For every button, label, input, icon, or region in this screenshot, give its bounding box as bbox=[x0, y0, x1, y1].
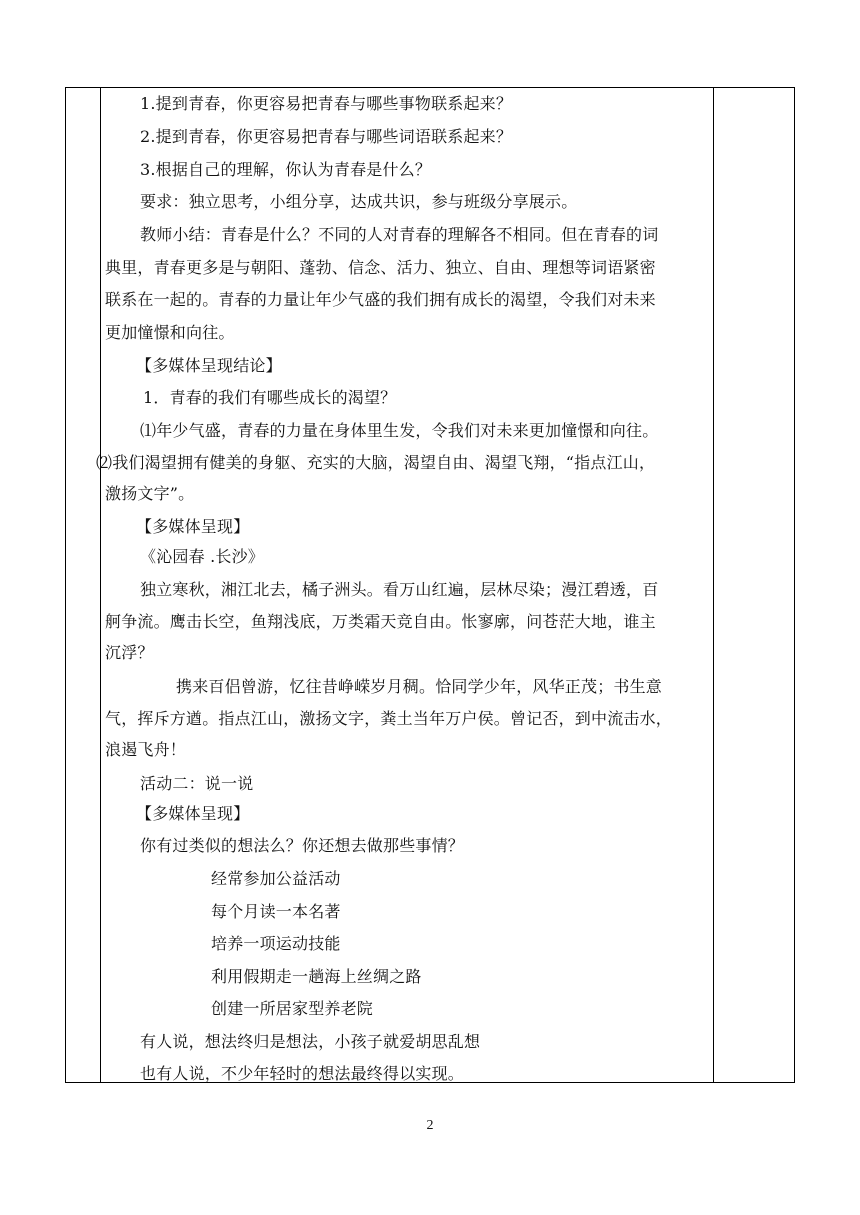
conclusion-point-2: ⑵我们渴望拥有健美的身躯、充实的大脑，渴望自由、渴望飞翔，“指点江山， bbox=[96, 453, 656, 472]
question-2: 2.提到青春，你更容易把青春与哪些词语联系起来？ bbox=[140, 127, 513, 146]
multimedia-conclusion-heading: 【多媒体呈现结论】 bbox=[136, 356, 282, 375]
poem-line-4: 携来百侣曾游，忆往昔峥嵘岁月稠。恰同学少年，风华正茂；书生意 bbox=[176, 677, 663, 696]
poem-line-2: 舸争流。鹰击长空，鱼翔浅底，万类霜天竞自由。怅寥廓，问苍茫大地，谁主 bbox=[105, 612, 656, 631]
conclusion-question: 1．青春的我们有哪些成长的渴望？ bbox=[143, 388, 397, 407]
poem-title: 《沁园春 .长沙》 bbox=[140, 547, 264, 566]
teacher-summary-line-2: 典里，青春更多是与朝阳、蓬勃、信念、活力、独立、自由、理想等词语紧密 bbox=[105, 258, 656, 277]
conclusion-point-1: ⑴年少气盛，青春的力量在身体里生发，令我们对未来更加憧憬和向往。 bbox=[140, 421, 659, 440]
teacher-summary-line-4: 更加憧憬和向往。 bbox=[105, 323, 235, 342]
poem-line-6: 浪遏飞舟！ bbox=[105, 740, 187, 759]
teacher-summary-line-1: 教师小结：青春是什么？不同的人对青春的理解各不相同。但在青春的词 bbox=[140, 225, 659, 244]
idea-item-2: 每个月读一本名著 bbox=[211, 902, 341, 921]
conclusion-point-2-cont: 激扬文字”。 bbox=[105, 484, 195, 503]
multimedia-heading-2: 【多媒体呈现】 bbox=[136, 804, 250, 823]
opinion-2: 也有人说，不少年轻时的想法最终得以实现。 bbox=[140, 1064, 465, 1083]
opinion-1: 有人说，想法终归是想法，小孩子就爱胡思乱想 bbox=[140, 1032, 481, 1051]
poem-line-5: 气，挥斥方遒。指点江山，激扬文字，粪土当年万户侯。曾记否，到中流击水， bbox=[105, 709, 673, 728]
idea-item-5: 创建一所居家型养老院 bbox=[211, 999, 374, 1018]
idea-item-4: 利用假期走一趟海上丝绸之路 bbox=[211, 967, 422, 986]
column-divider-1 bbox=[100, 88, 101, 1082]
column-divider-2 bbox=[713, 88, 714, 1082]
activity-two-heading: 活动二：说一说 bbox=[140, 774, 254, 793]
requirement-text: 要求：独立思考，小组分享，达成共识，参与班级分享展示。 bbox=[140, 192, 578, 211]
idea-item-1: 经常参加公益活动 bbox=[211, 869, 341, 888]
poem-line-3: 沉浮？ bbox=[105, 643, 154, 662]
poem-line-1: 独立寒秋，湘江北去，橘子洲头。看万山红遍，层林尽染；漫江碧透，百 bbox=[140, 580, 659, 599]
teacher-summary-line-3: 联系在一起的。青春的力量让年少气盛的我们拥有成长的渴望，令我们对未来 bbox=[105, 290, 656, 309]
question-3: 3.根据自己的理解，你认为青春是什么？ bbox=[140, 160, 432, 179]
question-1: 1.提到青春，你更容易把青春与哪些事物联系起来？ bbox=[140, 94, 513, 113]
idea-question: 你有过类似的想法么？你还想去做那些事情？ bbox=[140, 836, 465, 855]
multimedia-heading-1: 【多媒体呈现】 bbox=[136, 517, 250, 536]
page-number: 2 bbox=[426, 1118, 434, 1133]
idea-item-3: 培养一项运动技能 bbox=[211, 934, 341, 953]
